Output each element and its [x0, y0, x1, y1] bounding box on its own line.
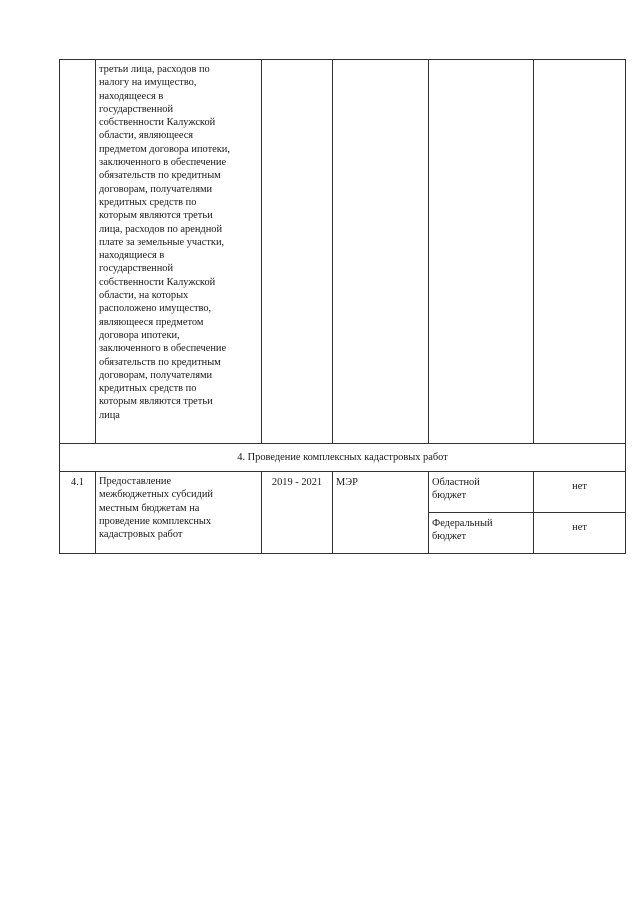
source-cell [429, 513, 534, 554]
description-text: третьи лица, расходов по налогу на имущество, находящееся в государственной собственности Калужской области, являющееся предметом договора ипотеки, заключенного в обеспечение обязательств по кредитным договорам, получателями кредитных средств по которым являются третьи лица, расходов по арендной плате за земельные участки, находящиеся в государственной собственности Калужской области, на которых расположено имущество, являющееся предметом договора ипотеки, заключенного в обеспечение обязательств по кредитным договорам, получателями кредитных средств по которым являются третьи лица [99, 64, 230, 421]
row-number: 4.1 [71, 477, 84, 488]
executor-cell: МЭР [333, 472, 429, 554]
source-cell [429, 60, 534, 444]
row-number-cell [60, 60, 96, 444]
description-text: Предоставление межбюджетных субсидий местным бюджетам на проведение комплексных кадастровых работ [99, 476, 213, 541]
period-cell [262, 60, 333, 444]
amount-cell [534, 60, 626, 444]
table-row [60, 60, 626, 444]
amount-value: нет [572, 522, 587, 533]
source-name: Федеральный бюджет [432, 518, 493, 543]
program-table [59, 59, 626, 554]
source-name: Областной бюджет [432, 477, 480, 502]
amount-cell [534, 513, 626, 554]
section-title: 4. Проведение комплексных кадастровых работ [60, 444, 626, 472]
description-cell [96, 472, 262, 554]
source-cell [429, 472, 534, 513]
section-row [60, 444, 626, 472]
description-cell [96, 60, 262, 444]
period-cell: 2019 - 2021 [262, 472, 333, 554]
amount-value: нет [572, 481, 587, 492]
table-row [60, 472, 626, 513]
executor-cell [333, 60, 429, 444]
row-number-cell [60, 472, 96, 554]
amount-cell [534, 472, 626, 513]
